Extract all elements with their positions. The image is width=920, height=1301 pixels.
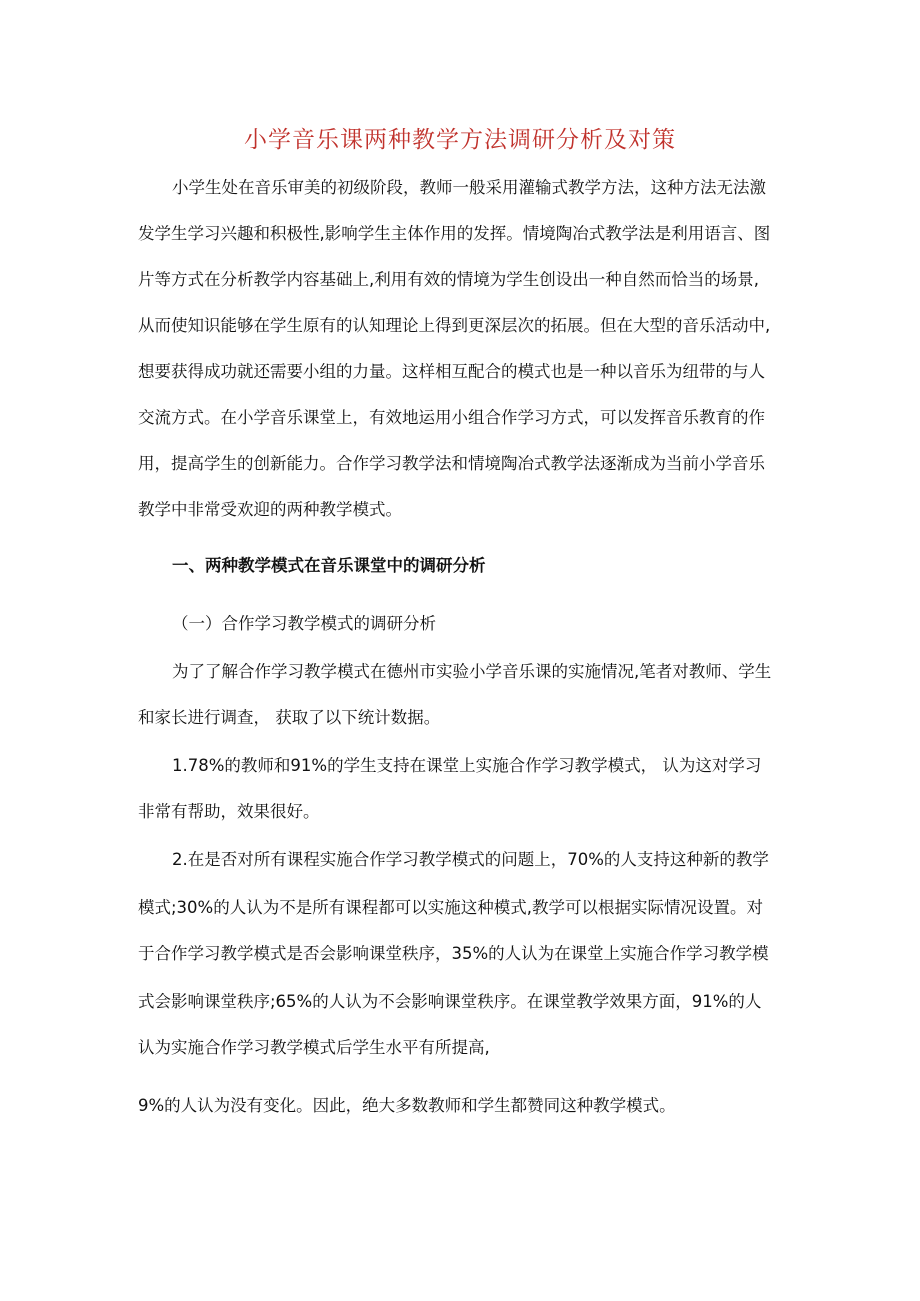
paragraph-line: 式会影响课堂秩序;65%的人认为不会影响课堂秩序。在课堂教学效果方面，91%的人 — [138, 992, 762, 1011]
paragraph-line: 发学生学习兴趣和积极性,影响学生主体作用的发挥。情境陶冶式教学法是利用语言、图 — [138, 224, 771, 243]
paragraph-line: 非常有帮助，效果很好。 — [138, 802, 320, 821]
paragraph-line: 教学中非常受欢迎的两种教学模式。 — [138, 500, 402, 519]
paragraph-line: 从而使知识能够在学生原有的认知理论上得到更深层次的拓展。但在大型的音乐活动中, — [138, 316, 771, 335]
subsection-heading: （一）合作学习教学模式的调研分析 — [172, 614, 436, 633]
paragraph-line: 交流方式。在小学音乐课堂上，有效地运用小组合作学习方式，可以发挥音乐教育的作 — [138, 408, 765, 427]
paragraph-line: 于合作学习教学模式是否会影响课堂秩序，35%的人认为在课堂上实施合作学习教学模 — [138, 944, 769, 963]
paragraph-line: 和家长进行调查， 获取了以下统计数据。 — [138, 708, 441, 727]
paragraph-line: 小学生处在音乐审美的初级阶段，教师一般采用灌输式教学方法，这种方法无法激 — [172, 178, 766, 197]
paragraph-line: 2.在是否对所有课程实施合作学习教学模式的问题上，70%的人支持这种新的教学 — [172, 850, 769, 869]
closing-line: 9%的人认为没有变化。因此，绝大多数教师和学生都赞同这种教学模式。 — [138, 1096, 676, 1115]
paragraph-line: 片等方式在分析教学内容基础上,利用有效的情境为学生创设出一种自然而恰当的场景, — [138, 270, 759, 289]
document-title: 小学音乐课两种教学方法调研分析及对策 — [244, 127, 676, 153]
paragraph-line: 用，提高学生的创新能力。合作学习教学法和情境陶冶式教学法逐渐成为当前小学音乐 — [138, 454, 765, 473]
paragraph-line: 模式;30%的人认为不是所有课程都可以实施这种模式,教学可以根据实际情况设置。对 — [138, 898, 763, 917]
section-heading: 一、两种教学模式在音乐课堂中的调研分析 — [172, 556, 486, 575]
paragraph-line: 认为实施合作学习教学模式后学生水平有所提高, — [138, 1038, 490, 1057]
paragraph-line: 为了了解合作学习教学模式在德州市实验小学音乐课的实施情况,笔者对教师、学生 — [172, 662, 772, 681]
paragraph-line: 想要获得成功就还需要小组的力量。这样相互配合的模式也是一种以音乐为纽带的与人 — [138, 362, 765, 381]
paragraph-line: 1.78%的教师和91%的学生支持在课堂上实施合作学习教学模式， 认为这对学习 — [172, 756, 762, 775]
